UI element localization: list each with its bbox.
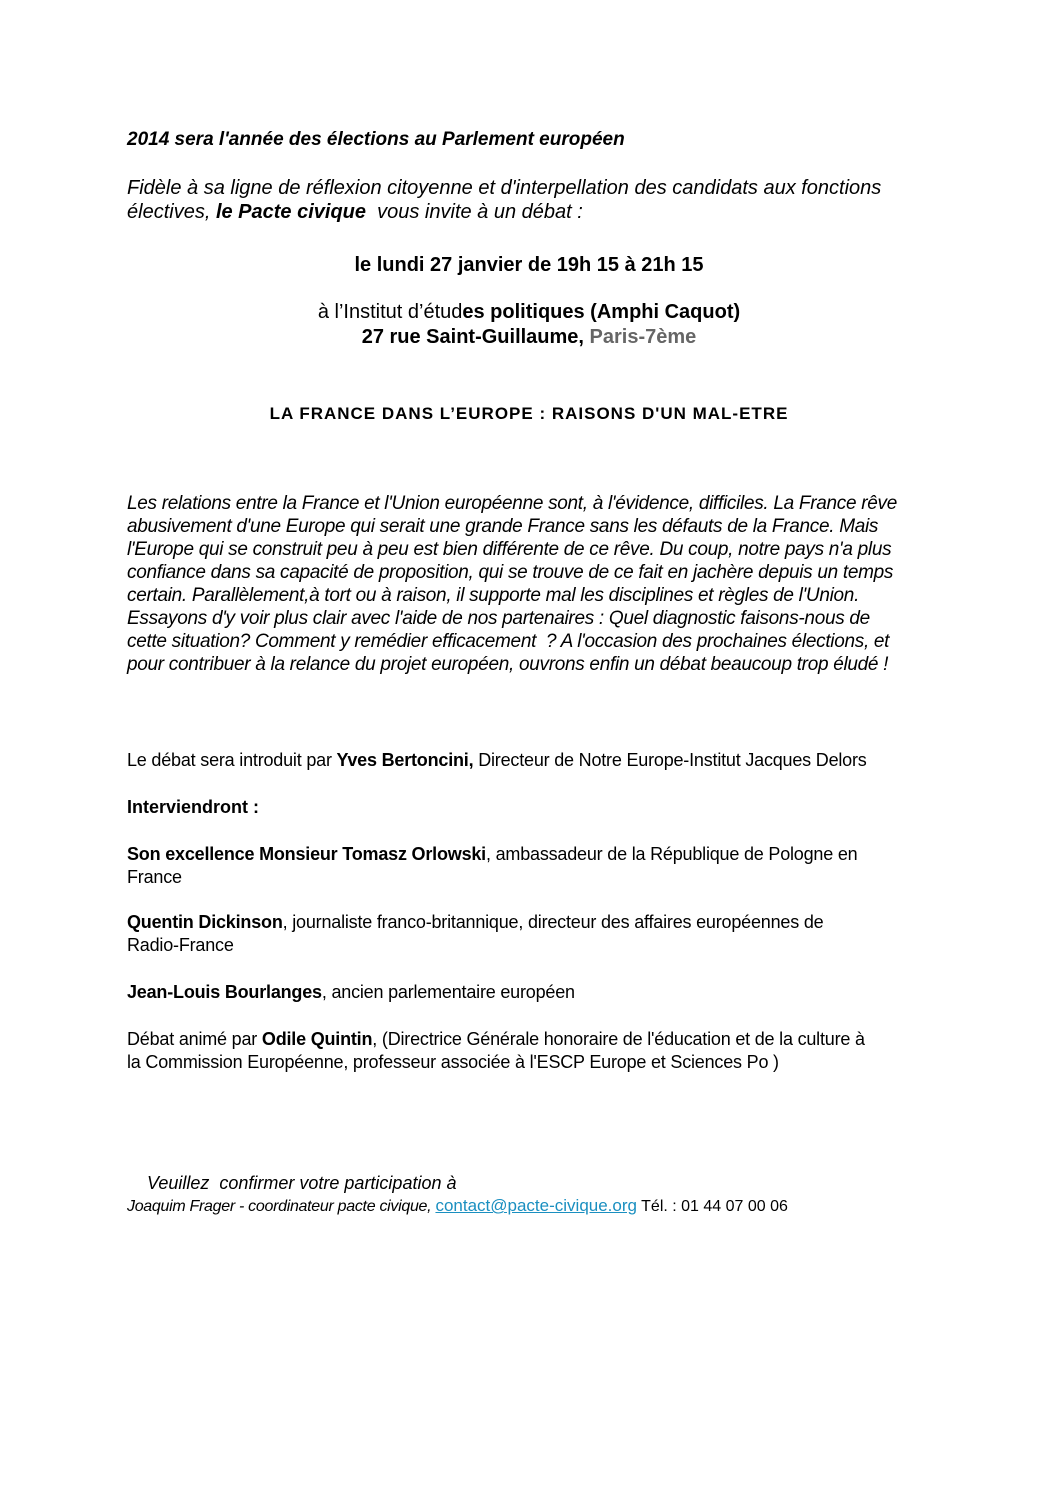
speaker-entry: Quentin Dickinson, journaliste franco-britannique, directeur des affaires européennes de Radio-France bbox=[127, 912, 824, 955]
introducer-name: Yves Bertoncini, bbox=[336, 750, 474, 770]
summary-line: certain. Parallèlement,à tort ou à raison, il supporte mal les disciplines et règles de l'Union. bbox=[127, 585, 860, 606]
intro-paragraph bbox=[127, 176, 881, 224]
pacte-civique-name: le Pacte civique bbox=[215, 201, 367, 223]
event-venue bbox=[0, 300, 1058, 350]
speakers-label: Interviendront : bbox=[127, 797, 260, 817]
moderator-name: Odile Quintin bbox=[261, 1029, 373, 1049]
city-label: Paris-7ème bbox=[589, 326, 697, 348]
summary-line: Essayons d'y voir plus clair avec l'aide de nos partenaires : Quel diagnostic faisons-nous de bbox=[127, 608, 870, 629]
summary-line: cette situation? Comment y remédier efficacement ? A l'occasion des prochaines élections, et bbox=[127, 631, 890, 652]
speaker-entry: Jean-Louis Bourlanges, ancien parlementaire européen bbox=[127, 982, 575, 1002]
summary-line: abusivement d'une Europe qui serait une grande France sans les défauts de la France. Mais bbox=[127, 516, 879, 537]
rsvp-text: Veuillez confirmer votre participation à bbox=[147, 1173, 457, 1193]
contact-line bbox=[127, 1194, 788, 1218]
summary-line: Les relations entre la France et l'Union européenne sont, à l'évidence, difficiles. La France rêve bbox=[127, 493, 897, 514]
summary-paragraph bbox=[127, 492, 897, 676]
introduced-by: Le débat sera introduit par Yves Bertoncini, Directeur de Notre Europe-Institut Jacques Delors bbox=[127, 750, 867, 770]
summary-line: confiance dans sa capacité de proposition, qui se trouve de ce fait en jachère depuis un temps bbox=[127, 562, 894, 583]
contact-email-link[interactable]: contact@pacte-civique.org bbox=[435, 1196, 637, 1215]
venue-line: à l’Institut d’études politiques (Amphi Caquot) bbox=[317, 301, 741, 323]
intro-line-2: électives, le Pacte civique vous invite à un débat : bbox=[127, 201, 583, 223]
summary-line: pour contribuer à la relance du projet européen, ouvrons enfin un débat beaucoup trop éludé ! bbox=[127, 654, 889, 675]
intro-line-1: Fidèle à sa ligne de réflexion citoyenne et d'interpellation des candidats aux fonctions bbox=[127, 177, 882, 199]
debate-title: LA FRANCE DANS L’EUROPE : RAISONS D'UN MAL-ETRE bbox=[269, 404, 789, 423]
moderator-entry: Débat animé par Odile Quintin, (Directrice Générale honoraire de l'éducation et de la culture à la Commission Européenne, professeur associée à l'ESCP Europe et Sciences Po ) bbox=[127, 1029, 865, 1072]
contact-person: Joaquim Frager - coordinateur pacte civique, bbox=[127, 1198, 436, 1215]
speaker-name: Jean-Louis Bourlanges bbox=[127, 982, 322, 1002]
event-date: le lundi 27 janvier de 19h 15 à 21h 15 bbox=[354, 254, 704, 276]
document-heading: 2014 sera l'année des élections au Parlement européen bbox=[127, 129, 625, 150]
speaker-name: Son excellence Monsieur Tomasz Orlowski bbox=[127, 844, 486, 864]
address-line: 27 rue Saint-Guillaume, Paris-7ème bbox=[361, 326, 697, 348]
speaker-entry: Son excellence Monsieur Tomasz Orlowski, ambassadeur de la République de Pologne en France bbox=[127, 844, 858, 887]
speaker-name: Quentin Dickinson bbox=[127, 912, 283, 932]
summary-line: l'Europe qui se construit peu à peu est bien différente de ce rêve. Du coup, notre pays n'a plus bbox=[127, 539, 892, 560]
contact-phone: Tél. : 01 44 07 00 06 bbox=[636, 1198, 788, 1215]
